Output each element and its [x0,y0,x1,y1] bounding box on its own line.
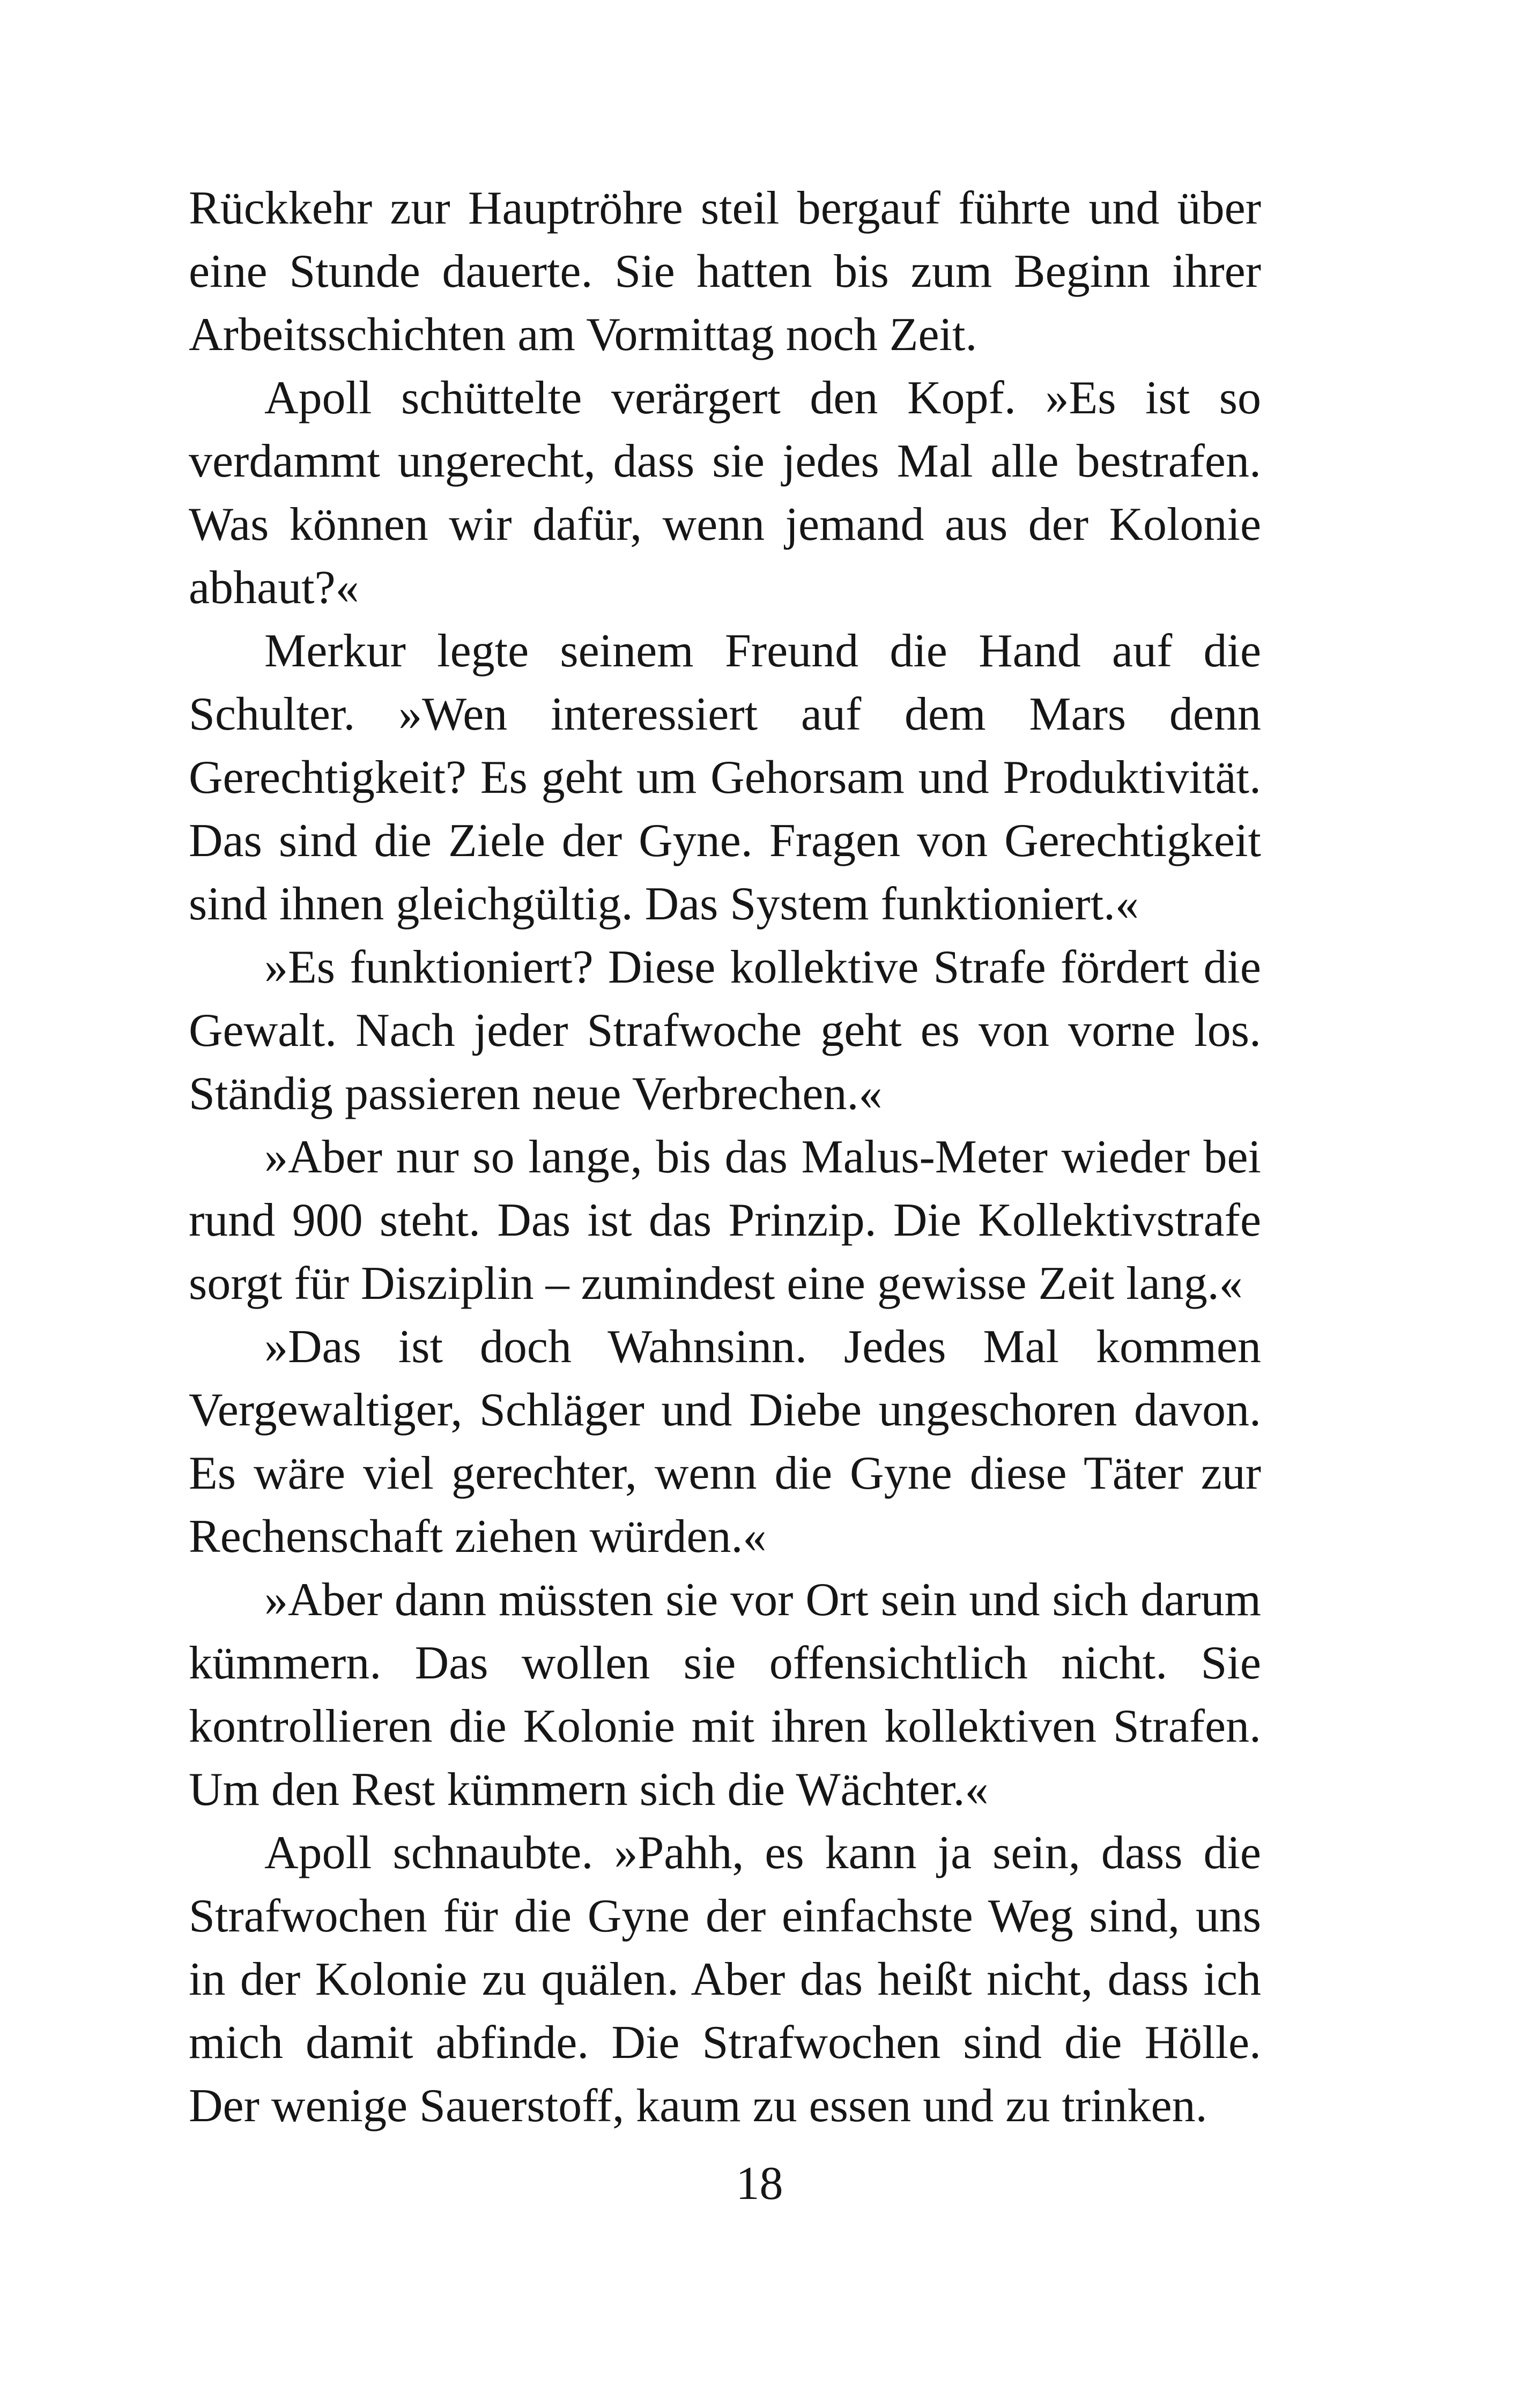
paragraph-continuation: Rückkehr zur Hauptröhre steil bergauf führte und über eine Stunde dauerte. Sie hatten bis zum Beginn ihrer Arbeitsschichten am Vormittag noch Zeit. [189,182,1261,361]
paragraph: »Aber nur so lange, bis das Malus-Meter wieder bei rund 900 steht. Das ist das Prinzip. Die Kollektivstrafe sorgt für Disziplin – zumindest eine gewisse Zeit lang.« [189,1131,1261,1310]
paragraph: Apoll schüttelte verärgert den Kopf. »Es ist so verdammt ungerecht, dass sie jedes Mal alle bestrafen. Was können wir dafür, wenn jemand aus der Kolonie abhaut?« [189,372,1261,614]
paragraph: Merkur legte seinem Freund die Hand auf die Schulter. »Wen interessiert auf dem Mars denn Gerechtigkeit? Es geht um Gehorsam und Produktivität. Das sind die Ziele der Gyne. Fragen von Gerechtigkeit sind ihnen gleichgültig. Das System funktioniert.« [189,625,1261,930]
paragraph: »Das ist doch Wahnsinn. Jedes Mal kommen Vergewaltiger, Schläger und Diebe ungeschoren davon. Es wäre viel gerechter, wenn die Gyne diese Täter zur Rechenschaft ziehen würden.« [189,1321,1261,1563]
paragraph: »Es funktioniert? Diese kollektive Strafe fördert die Gewalt. Nach jeder Strafwoche geht es von vorne los. Ständig passieren neue Verbrechen.« [189,941,1261,1120]
page-number: 18 [736,2158,783,2210]
body-text [189,177,1261,2138]
paragraph: Apoll schnaubte. »Pahh, es kann ja sein, dass die Strafwochen für die Gyne der einfachste Weg sind, uns in der Kolonie zu quälen. Aber das heißt nicht, dass ich mich damit abfinde. Die Strafwochen sind die Hölle. Der wenige Sauerstoff, kaum zu essen und zu trinken. [189,1827,1261,2132]
paragraph: »Aber dann müssten sie vor Ort sein und sich darum kümmern. Das wollen sie offensichtlich nicht. Sie kontrollieren die Kolonie mit ihren kollektiven Strafen. Um den Rest kümmern sich die Wächter.« [189,1574,1261,1816]
